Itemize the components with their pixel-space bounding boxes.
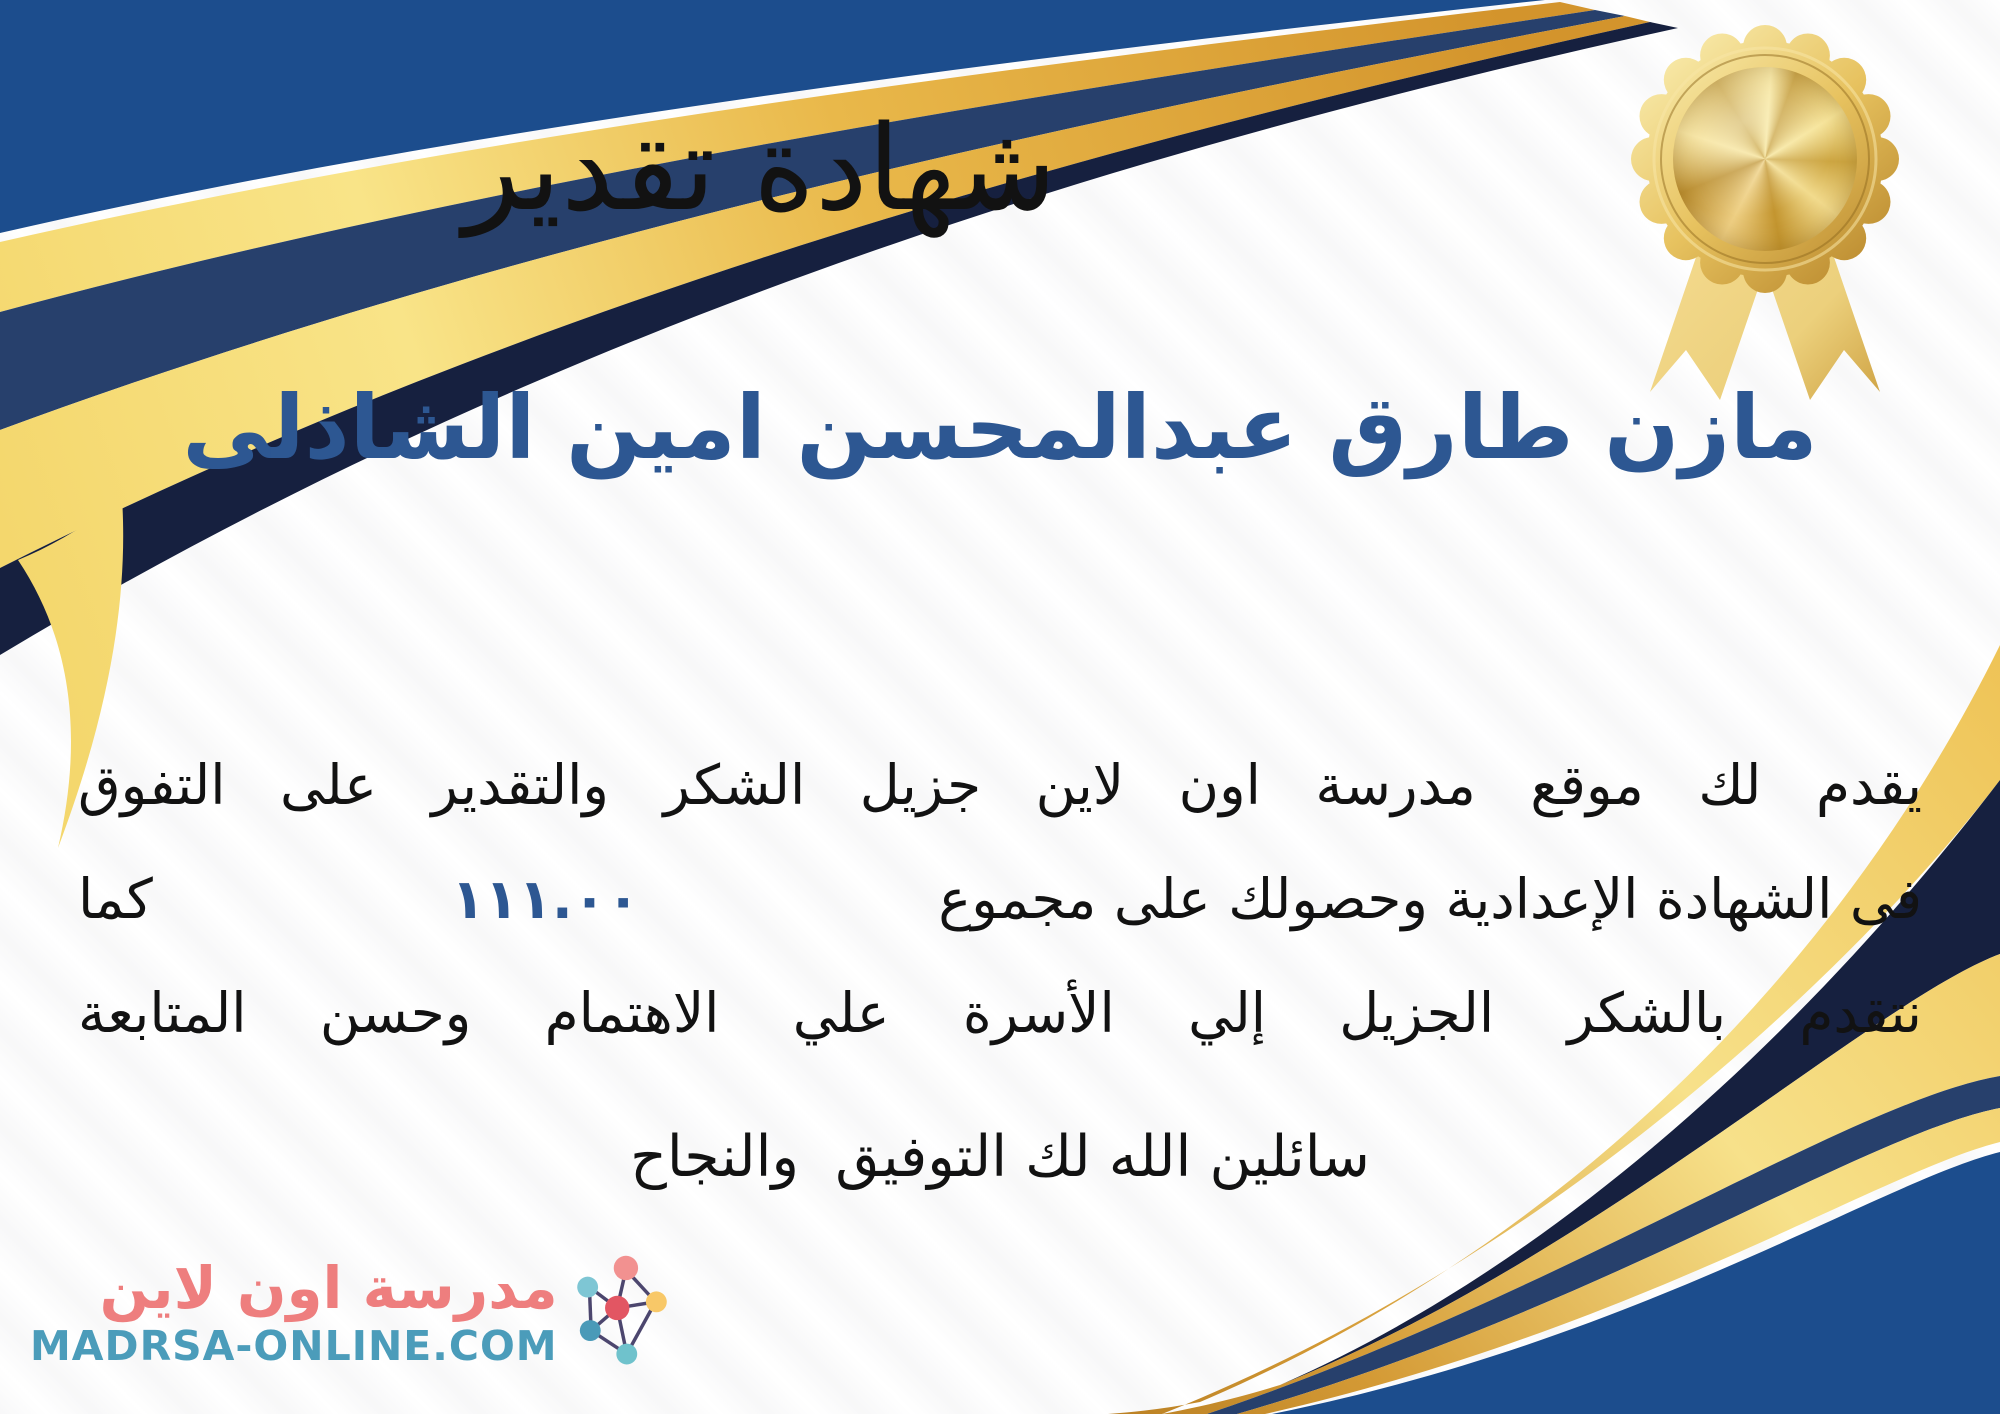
body-line-3: نتقدم بالشكر الجزيل إلي الأسرة علي الاهتمام وحسن المتابعة: [78, 981, 1922, 1045]
network-graph-icon: [572, 1252, 672, 1374]
score-value: ١١١.٠٠: [451, 867, 640, 931]
closing-line: سائلين الله لك التوفيق والنجاح: [630, 1124, 1370, 1190]
certificate-body: [78, 728, 1922, 1070]
logo-arabic-text: مدرسة اون لاين: [99, 1253, 558, 1322]
logo-text-block: [30, 1253, 558, 1371]
site-logo: [30, 1252, 672, 1374]
logo-website-text: MADRSA-ONLINE.COM: [30, 1322, 558, 1371]
body-line-2-tail: كما: [78, 867, 153, 931]
body-line-2: [78, 842, 1922, 956]
body-line-2-text: فى الشهادة الإعدادية وحصولك على مجموع: [938, 867, 1922, 931]
medal-face: [1673, 67, 1857, 251]
gold-medal-icon: [1620, 24, 1910, 406]
recipient-name: مازن طارق عبدالمحسن امين الشاذلى: [182, 376, 1818, 479]
body-line-1: يقدم لك موقع مدرسة اون لاين جزيل الشكر والتقدير على التفوق: [78, 753, 1922, 817]
certificate-title: شهادة تقدير: [463, 99, 1057, 237]
